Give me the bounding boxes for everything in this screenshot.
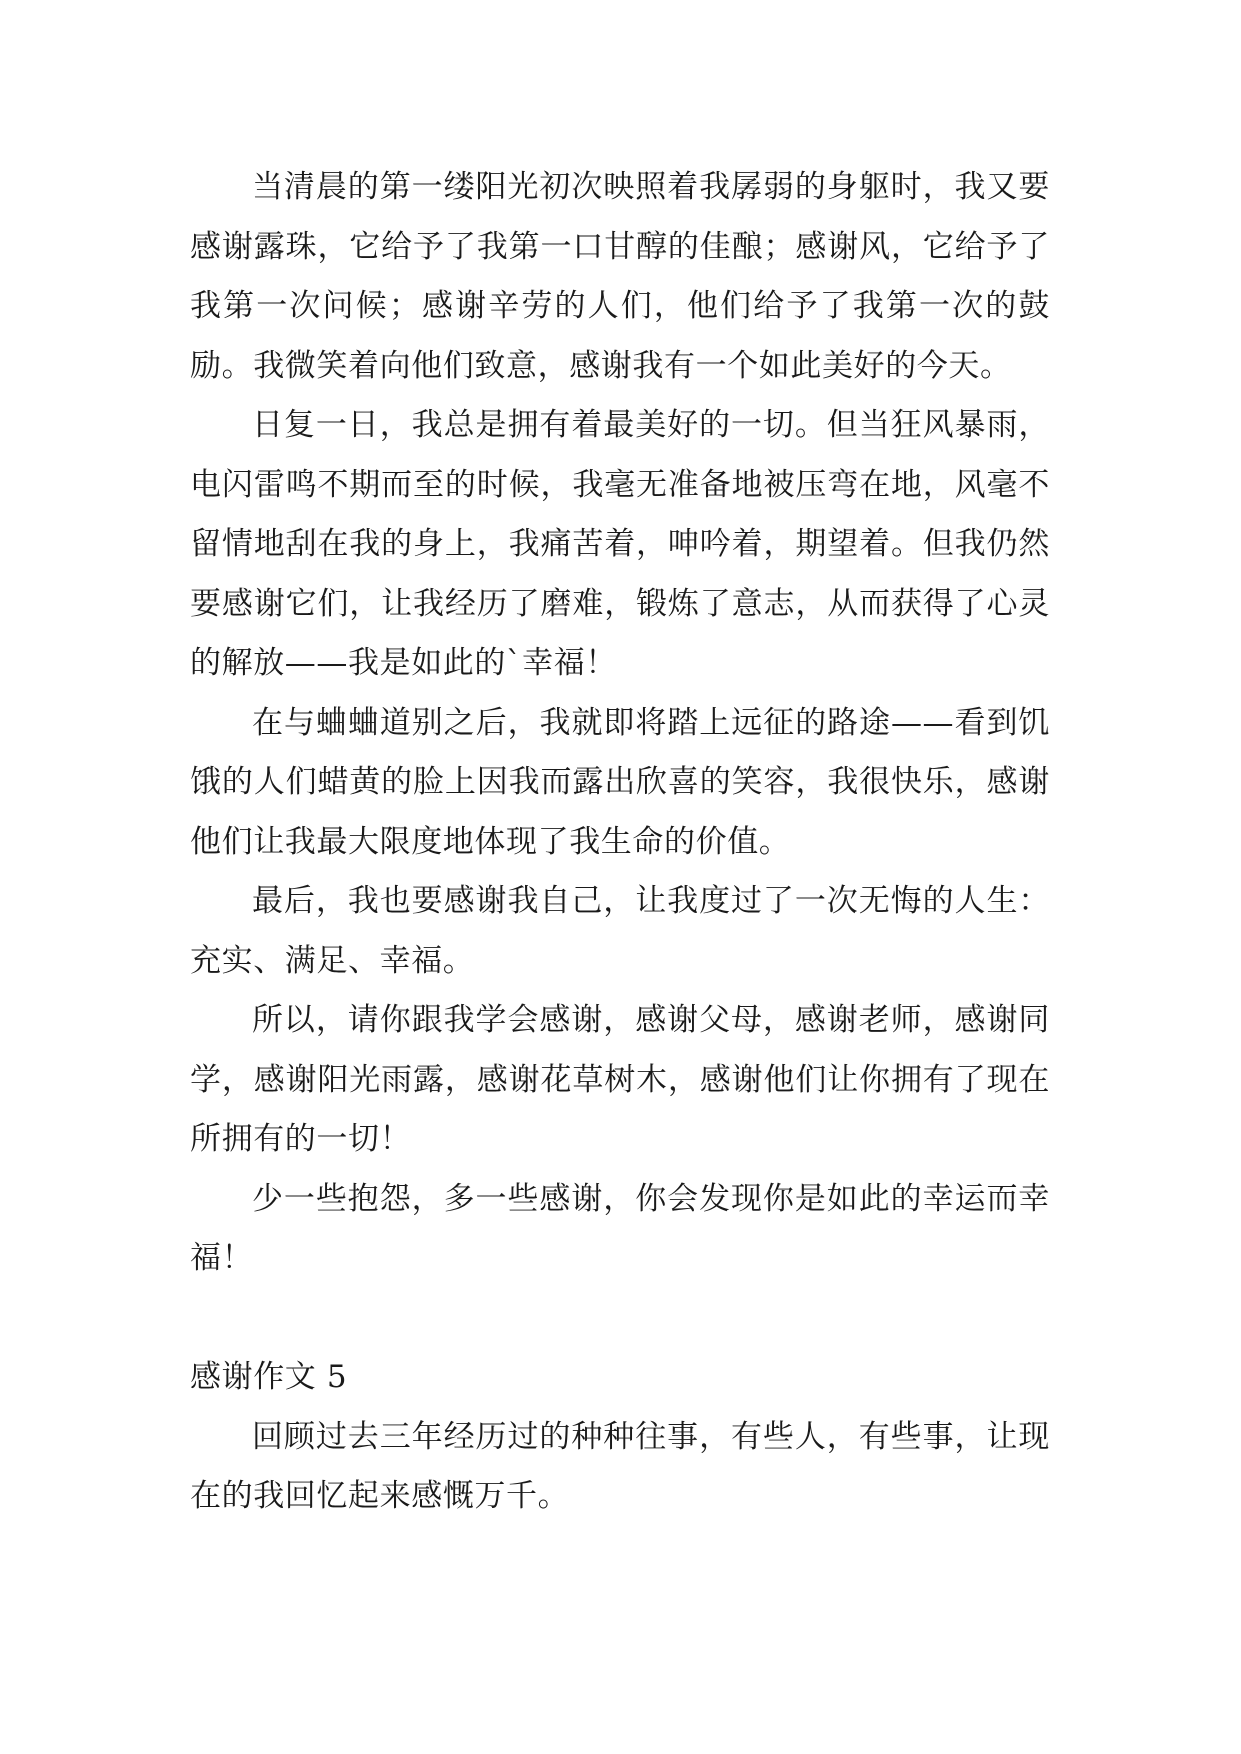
paragraph: 回顾过去三年经历过的种种往事，有些人，有些事，让现在的我回忆起来感慨万千。	[190, 1418, 1050, 1514]
document-page	[190, 158, 1050, 1527]
paragraph: 最后，我也要感谢我自己，让我度过了一次无悔的人生：充实、满足、幸福。	[190, 883, 1050, 979]
paragraph: 少一些抱怨，多一些感谢，你会发现你是如此的幸运而幸福！	[190, 1180, 1050, 1276]
paragraph: 在与蛐蛐道别之后，我就即将踏上远征的路途——看到饥饿的人们蜡黄的脸上因我而露出欣喜的笑容，我很快乐，感谢他们让我最大限度地体现了我生命的价值。	[190, 704, 1050, 860]
paragraph: 当清晨的第一缕阳光初次映照着我孱弱的身躯时，我又要感谢露珠，它给予了我第一口甘醇的佳酿；感谢风，它给予了我第一次问候；感谢辛劳的人们，他们给予了我第一次的鼓励。我微笑着向他们致意，感谢我有一个如此美好的今天。	[190, 169, 1050, 384]
section-heading: 感谢作文 5	[190, 1359, 348, 1395]
paragraph: 所以，请你跟我学会感谢，感谢父母，感谢老师，感谢同学，感谢阳光雨露，感谢花草树木，感谢他们让你拥有了现在所拥有的一切！	[190, 1002, 1050, 1157]
paragraph: 日复一日，我总是拥有着最美好的一切。但当狂风暴雨，电闪雷鸣不期而至的时候，我毫无准备地被压弯在地，风毫不留情地刮在我的身上，我痛苦着，呻吟着，期望着。但我仍然要感谢它们，让我经历了磨难，锻炼了意志，从而获得了心灵的解放——我是如此的`幸福！	[190, 407, 1050, 681]
